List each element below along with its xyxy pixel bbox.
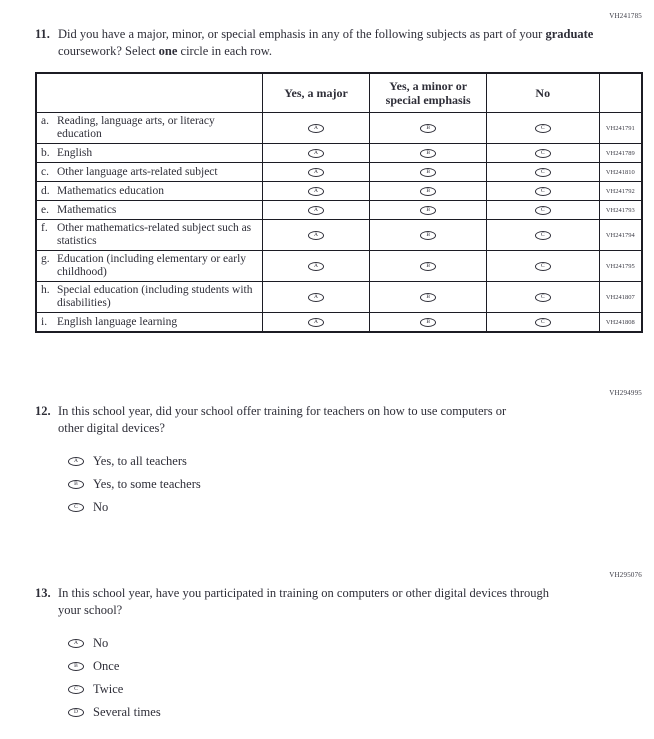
column-header-no: No <box>487 73 600 113</box>
row-letter: b. <box>41 146 50 159</box>
column-header-code <box>599 73 642 113</box>
option-yes-all-teachers[interactable] <box>68 450 642 473</box>
question-11 <box>35 26 642 60</box>
row-letter: e. <box>41 203 49 216</box>
table-row <box>36 163 642 182</box>
radio-major[interactable]: A <box>308 231 324 240</box>
radio-icon[interactable]: B <box>68 480 84 489</box>
radio-no[interactable]: C <box>535 231 551 240</box>
radio-minor[interactable]: B <box>420 187 436 196</box>
question-13 <box>35 585 642 619</box>
question-text <box>58 26 642 60</box>
table-row <box>36 201 642 220</box>
row-code: VH241794 <box>599 220 642 251</box>
row-label: English language learning <box>57 315 178 328</box>
radio-minor[interactable]: B <box>420 262 436 271</box>
radio-minor[interactable]: B <box>420 206 436 215</box>
radio-minor[interactable]: B <box>420 168 436 177</box>
row-letter: g. <box>41 253 50 265</box>
radio-no[interactable]: C <box>535 206 551 215</box>
option-several-times[interactable] <box>68 701 642 724</box>
row-label: Education (including elementary or early childhood) <box>57 253 247 278</box>
option-label: Twice <box>93 682 124 696</box>
option-label: Several times <box>93 705 161 719</box>
row-label: Special education (including students with disabilities) <box>57 284 253 309</box>
option-no[interactable] <box>68 632 642 655</box>
row-label: Other language arts-related subject <box>57 165 218 178</box>
radio-icon[interactable]: C <box>68 685 84 694</box>
column-header-minor: Yes, a minor or special emphasis <box>370 73 487 113</box>
q11-response-table <box>35 72 643 333</box>
question-text-bold2: one <box>158 44 178 58</box>
radio-no[interactable]: C <box>535 318 551 327</box>
accession-code-q13: VH295076 <box>609 571 642 579</box>
row-letter: f. <box>41 222 48 234</box>
question-text-bold1: graduate <box>545 27 594 41</box>
q12-options <box>68 450 642 519</box>
column-header-empty <box>36 73 262 113</box>
radio-no[interactable]: C <box>535 262 551 271</box>
radio-icon[interactable]: C <box>68 503 84 512</box>
header-row <box>36 73 642 113</box>
table-row <box>36 220 642 251</box>
accession-code-q11: VH241785 <box>609 12 642 20</box>
row-code: VH241808 <box>599 313 642 333</box>
question-text-seg3: circle in each row. <box>177 44 273 58</box>
row-letter: c. <box>41 165 49 178</box>
radio-major[interactable]: A <box>308 149 324 158</box>
option-no[interactable] <box>68 496 642 519</box>
row-label: Other mathematics-related subject such as statistics <box>57 222 252 247</box>
radio-minor[interactable]: B <box>420 124 436 133</box>
radio-major[interactable]: A <box>308 318 324 327</box>
question-text: In this school year, have you participated in training on computers or other digital devices through your school? <box>58 586 550 617</box>
radio-major[interactable]: A <box>308 168 324 177</box>
radio-minor[interactable]: B <box>420 231 436 240</box>
table-row <box>36 251 642 282</box>
radio-no[interactable]: C <box>535 124 551 133</box>
row-code: VH241791 <box>599 113 642 144</box>
option-yes-some-teachers[interactable] <box>68 473 642 496</box>
q13-options <box>68 632 642 724</box>
row-code: VH241793 <box>599 201 642 220</box>
row-label: Mathematics <box>57 203 117 216</box>
column-header-major: Yes, a major <box>262 73 370 113</box>
radio-no[interactable]: C <box>535 149 551 158</box>
radio-major[interactable]: A <box>308 124 324 133</box>
accession-code-q12: VH294995 <box>609 389 642 397</box>
table-row <box>36 182 642 201</box>
table-row <box>36 313 642 333</box>
radio-icon[interactable]: B <box>68 662 84 671</box>
option-label: No <box>93 636 109 650</box>
question-number: 13. <box>35 586 51 600</box>
option-label: Once <box>93 659 120 673</box>
row-label: Reading, language arts, or literacy education <box>57 115 215 140</box>
radio-minor[interactable]: B <box>420 293 436 302</box>
question-number: 12. <box>35 404 51 418</box>
table-row <box>36 113 642 144</box>
question-number: 11. <box>35 27 50 41</box>
row-code: VH241807 <box>599 282 642 313</box>
radio-no[interactable]: C <box>535 187 551 196</box>
option-label: No <box>93 500 109 514</box>
option-once[interactable] <box>68 655 642 678</box>
row-code: VH241789 <box>599 144 642 163</box>
option-label: Yes, to some teachers <box>93 477 201 491</box>
radio-minor[interactable]: B <box>420 149 436 158</box>
row-label: Mathematics education <box>57 184 164 197</box>
table-row <box>36 282 642 313</box>
table-row <box>36 144 642 163</box>
radio-minor[interactable]: B <box>420 318 436 327</box>
radio-no[interactable]: C <box>535 293 551 302</box>
row-code: VH241795 <box>599 251 642 282</box>
question-text-seg1: Did you have a major, minor, or special emphasis in any of the following subjects as part of your <box>58 27 546 41</box>
question-12 <box>35 403 642 437</box>
row-code: VH241810 <box>599 163 642 182</box>
radio-icon[interactable]: A <box>68 639 84 648</box>
option-label: Yes, to all teachers <box>93 454 187 468</box>
option-twice[interactable] <box>68 678 642 701</box>
radio-icon[interactable]: D <box>68 708 84 717</box>
row-letter: d. <box>41 184 50 197</box>
row-code: VH241792 <box>599 182 642 201</box>
question-text: In this school year, did your school offer training for teachers on how to use computers or other digital devices? <box>58 404 507 435</box>
question-text-seg2: coursework? Select <box>58 44 159 58</box>
radio-icon[interactable]: A <box>68 457 84 466</box>
radio-major[interactable]: A <box>308 262 324 271</box>
row-letter: i. <box>41 315 48 328</box>
row-label: English <box>57 146 93 159</box>
radio-major[interactable]: A <box>308 187 324 196</box>
radio-major[interactable]: A <box>308 293 324 302</box>
row-letter: a. <box>41 115 49 127</box>
row-letter: h. <box>41 284 50 296</box>
radio-major[interactable]: A <box>308 206 324 215</box>
radio-no[interactable]: C <box>535 168 551 177</box>
